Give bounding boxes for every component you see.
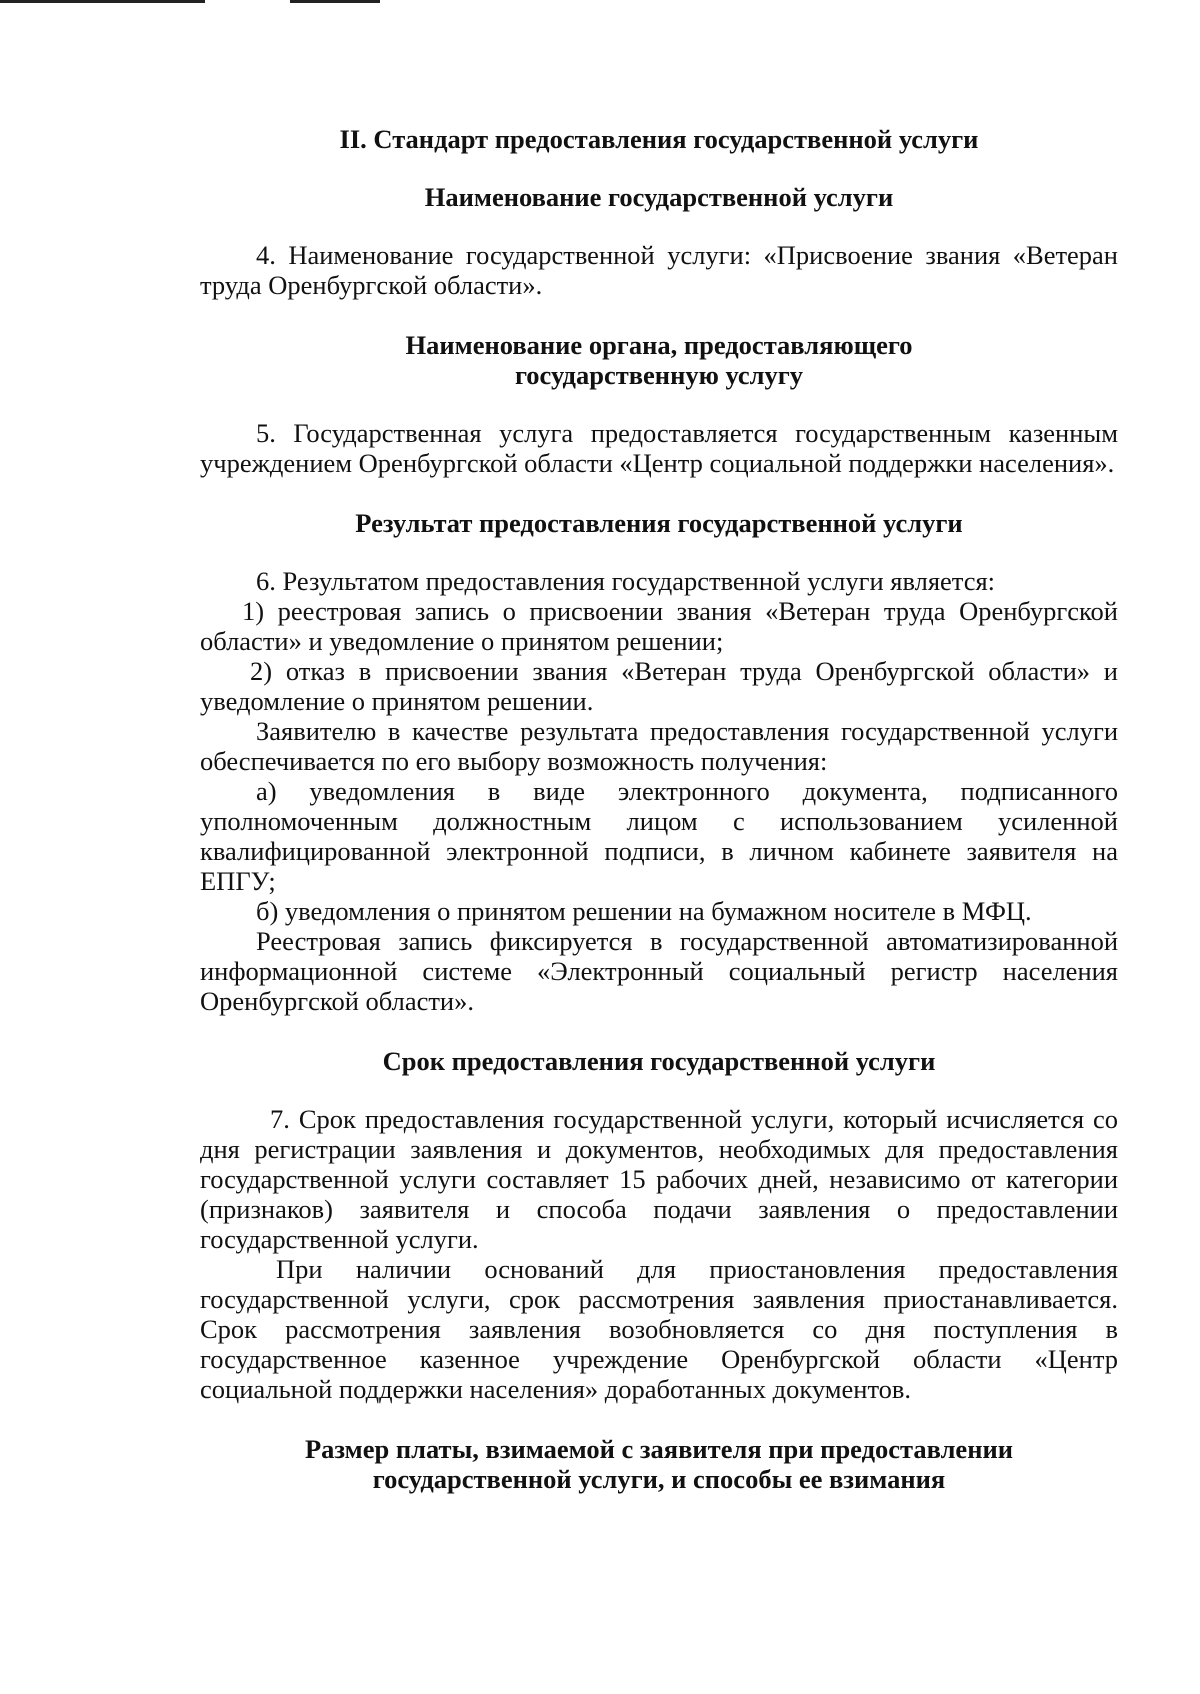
paragraph-4: 4. Наименование государственной услуги: «Присвоение звания «Ветеран труда Оренбургской области». — [200, 240, 1118, 300]
paragraph-7-suspension: При наличии оснований для приостановления предоставления государственной услуги, срок рассмотрения заявления приостанавливается. Срок рассмотрения заявления возобновляется со дня поступления в государственное казенное учреждение Оренбургской области «Центр социальной поддержки населения» доработанных документов. — [200, 1254, 1118, 1404]
heading-result: Результат предоставления государственной услуги — [355, 508, 963, 538]
paragraph-6-item-a: а) уведомления в виде электронного документа, подписанного уполномоченным должностным лицом с использованием усиленной квалифицированной электронной подписи, в личном кабинете заявителя на ЕПГУ; — [200, 776, 1118, 896]
paragraph-6-applicant: Заявителю в качестве результата предоставления государственной услуги обеспечивается по его выбору возможность получения: — [200, 716, 1118, 776]
paragraph-7: 7. Срок предоставления государственной услуги, который исчисляется со дня регистрации заявления и документов, необходимых для предоставления государственной услуги составляет 15 рабочих дней, независимо от категории (признаков) заявителя и способа подачи заявления о предоставлении государственной услуги. — [200, 1104, 1118, 1254]
paragraph-5: 5. Государственная услуга предоставляется государственным казенным учреждением Оренбургской области «Центр социальной поддержки населения». — [200, 418, 1118, 478]
heading-fee-line1: Размер платы, взимаемой с заявителя при предоставлении — [304, 1434, 1014, 1464]
paragraph-6-item-1: 1) реестровая запись о присвоении звания «Ветеран труда Оренбургской области» и уведомление о принятом решении; — [200, 596, 1118, 656]
heading-authority-line2: государственную услугу — [514, 360, 804, 390]
paragraph-6-registry: Реестровая запись фиксируется в государственной автоматизированной информационной системе «Электронный социальный регистр населения Оренбургской области». — [200, 926, 1118, 1016]
paragraph-6: 6. Результатом предоставления государственной услуги является: — [256, 566, 996, 596]
heading-fee — [200, 1434, 1118, 1494]
scan-edge-mark — [0, 0, 205, 3]
paragraph-6-item-2: 2) отказ в присвоении звания «Ветеран труда Оренбургской области» и уведомление о принятом решении. — [200, 656, 1118, 716]
heading-authority-line1: Наименование органа, предоставляющего — [405, 330, 913, 360]
heading-authority — [200, 330, 1118, 390]
heading-term: Срок предоставления государственной услуги — [382, 1046, 936, 1076]
document-page — [200, 124, 1118, 1522]
scan-edge-mark — [290, 0, 380, 3]
heading-service-name: Наименование государственной услуги — [424, 182, 894, 212]
paragraph-6-item-b: б) уведомления о принятом решении на бумажном носителе в МФЦ. — [256, 896, 1032, 926]
section-title: II. Стандарт предоставления государственной услуги — [339, 124, 979, 154]
heading-fee-line2: государственной услуги, и способы ее взимания — [372, 1464, 946, 1494]
